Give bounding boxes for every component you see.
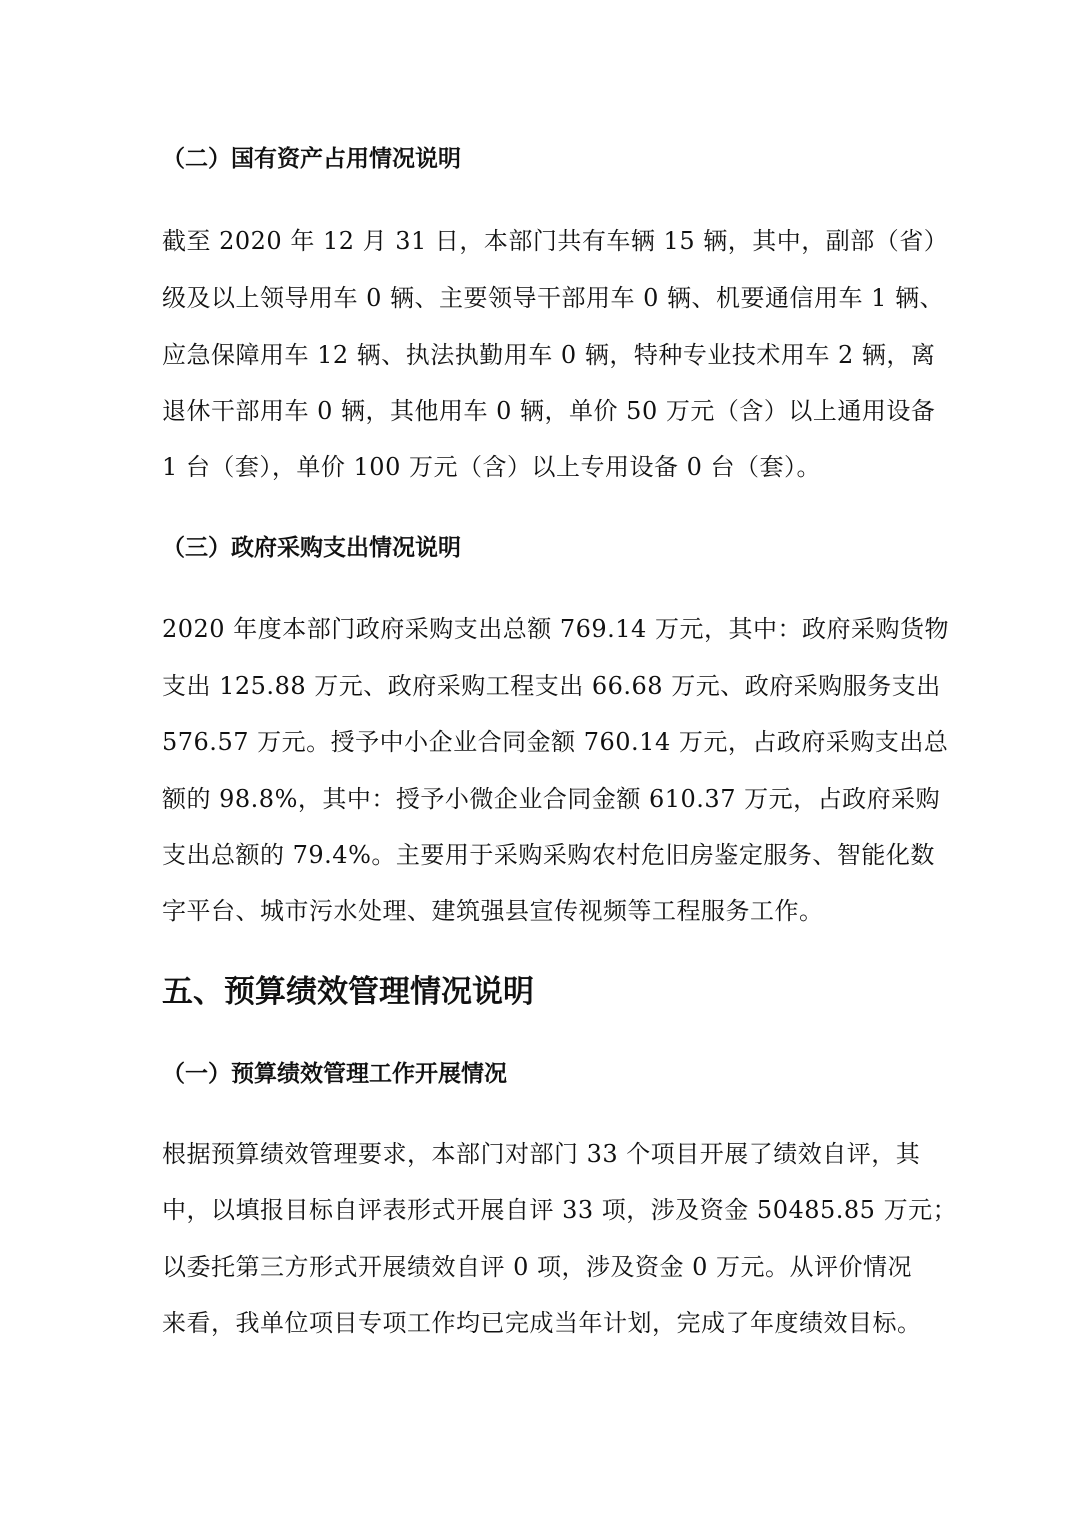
paragraph-line: 1 台（套），单价 100 万元（含）以上专用设备 0 台（套）。 [162,453,821,481]
paragraph-line: 支出总额的 79.4%。主要用于采购采购农村危旧房鉴定服务、智能化数 [162,841,935,869]
section-heading-performance-work: （一）预算绩效管理工作开展情况 [162,1061,507,1087]
paragraph-line: 额的 98.8%，其中：授予小微企业合同金额 610.37 万元，占政府采购 [162,785,941,813]
paragraph-line: 中，以填报目标自评表形式开展自评 33 项，涉及资金 50485.85 万元； [162,1196,958,1224]
paragraph-line: 退休干部用车 0 辆，其他用车 0 辆，单价 50 万元（含）以上通用设备 [162,397,936,425]
paragraph-line: 576.57 万元。授予中小企业合同金额 760.14 万元，占政府采购支出总 [162,728,949,756]
paragraph-line: 字平台、城市污水处理、建筑强县宣传视频等工程服务工作。 [162,897,824,925]
section-heading-state-assets: （二）国有资产占用情况说明 [162,146,461,172]
chapter-heading-performance: 五、预算绩效管理情况说明 [162,974,534,1010]
paragraph-line: 支出 125.88 万元、政府采购工程支出 66.68 万元、政府采购服务支出 [162,672,941,700]
paragraph-line: 以委托第三方形式开展绩效自评 0 项，涉及资金 0 万元。从评价情况 [162,1253,913,1281]
paragraph-line: 根据预算绩效管理要求，本部门对部门 33 个项目开展了绩效自评，其 [162,1140,921,1168]
paragraph-line: 2020 年度本部门政府采购支出总额 769.14 万元，其中：政府采购货物 [162,615,949,643]
section-heading-procurement: （三）政府采购支出情况说明 [162,535,461,561]
paragraph-line: 截至 2020 年 12 月 31 日，本部门共有车辆 15 辆，其中，副部（省） [162,227,949,255]
paragraph-line: 应急保障用车 12 辆、执法执勤用车 0 辆，特种专业技术用车 2 辆，离 [162,341,936,369]
paragraph-line: 来看，我单位项目专项工作均已完成当年计划，完成了年度绩效目标。 [162,1309,922,1337]
paragraph-line: 级及以上领导用车 0 辆、主要领导干部用车 0 辆、机要通信用车 1 辆、 [162,284,945,312]
